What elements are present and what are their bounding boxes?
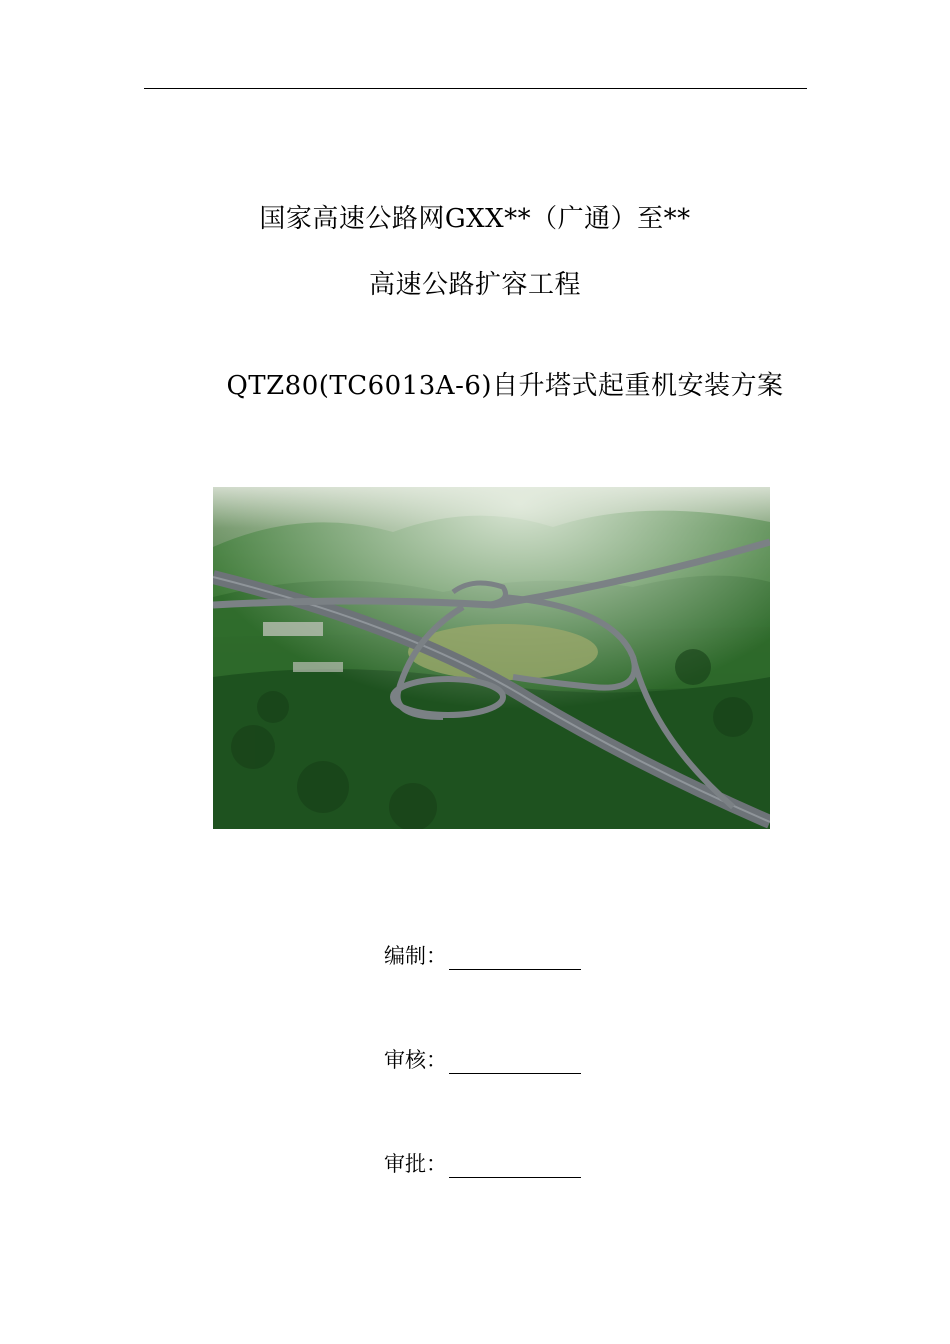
approver-label: 审批： <box>384 1152 447 1176</box>
title-line-2: 高速公路扩容工程 <box>368 270 581 300</box>
title-line-3: QTZ80(TC6013A-6)自升塔式起重机安装方案 <box>226 371 784 401</box>
compiler-label: 编制： <box>384 944 447 968</box>
highway-interchange-photo <box>213 487 770 829</box>
approver-blank[interactable] <box>449 1155 581 1178</box>
title-line-1: 国家高速公路网GXX**（广通）至** <box>259 204 691 234</box>
reviewer-blank[interactable] <box>449 1051 581 1074</box>
reviewer-signature-line <box>384 1044 581 1074</box>
compiler-signature-line <box>384 940 581 970</box>
approver-signature-line <box>384 1148 581 1178</box>
reviewer-label: 审核： <box>384 1048 447 1072</box>
header-rule <box>144 88 807 89</box>
compiler-blank[interactable] <box>449 947 581 970</box>
